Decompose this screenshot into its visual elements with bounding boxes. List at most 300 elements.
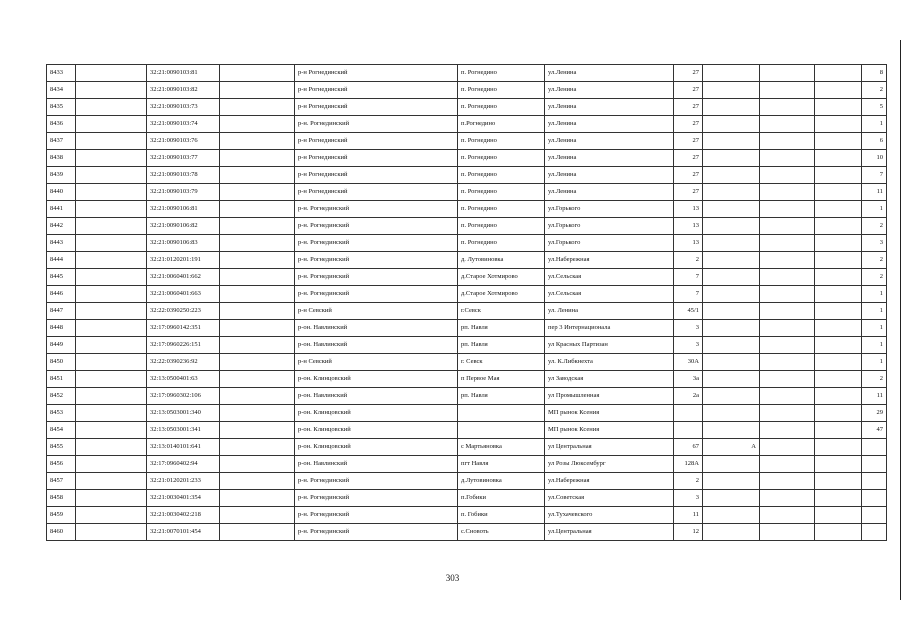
blank-cell xyxy=(760,388,815,405)
blank-cell xyxy=(760,116,815,133)
table-row xyxy=(47,167,887,184)
district-cell: р-н. Рогнединский xyxy=(295,507,458,524)
flat-number-cell: 6 xyxy=(862,133,887,150)
house-number-cell: 3 xyxy=(674,337,703,354)
registry-table xyxy=(46,64,887,541)
flat-number-cell: 5 xyxy=(862,99,887,116)
house-letter-cell xyxy=(703,99,760,116)
blank-cell xyxy=(76,507,147,524)
locality-cell: д.Старое Хотмирово xyxy=(458,269,545,286)
flat-number-cell: 1 xyxy=(862,337,887,354)
flat-number-cell: 2 xyxy=(862,269,887,286)
blank-cell xyxy=(760,269,815,286)
street-cell: ул.Ленина xyxy=(545,150,674,167)
house-letter-cell xyxy=(703,422,760,439)
district-cell: р-он. Клинцовский xyxy=(295,371,458,388)
blank-cell xyxy=(815,303,862,320)
street-cell: ул Центральная xyxy=(545,439,674,456)
locality-cell: п. Рогнедино xyxy=(458,99,545,116)
table-row xyxy=(47,303,887,320)
street-cell: ул.Центральная xyxy=(545,524,674,541)
cadastral-number-cell: 32:21:0060401:663 xyxy=(147,286,220,303)
locality-cell: с Мартьяновка xyxy=(458,439,545,456)
row-number-cell: 8452 xyxy=(47,388,76,405)
flat-number-cell: 8 xyxy=(862,65,887,82)
table-row xyxy=(47,99,887,116)
house-letter-cell xyxy=(703,473,760,490)
row-number-cell: 8455 xyxy=(47,439,76,456)
blank-cell xyxy=(220,184,295,201)
blank-cell xyxy=(220,286,295,303)
house-number-cell: 27 xyxy=(674,116,703,133)
house-number-cell: 45/1 xyxy=(674,303,703,320)
house-letter-cell xyxy=(703,524,760,541)
table-row xyxy=(47,218,887,235)
flat-number-cell xyxy=(862,490,887,507)
street-cell: ул.Ленина xyxy=(545,133,674,150)
street-cell: ул.Ленина xyxy=(545,65,674,82)
house-letter-cell xyxy=(703,235,760,252)
cadastral-number-cell: 32:22:0390236:92 xyxy=(147,354,220,371)
table-row xyxy=(47,456,887,473)
table-row xyxy=(47,65,887,82)
house-number-cell: 13 xyxy=(674,235,703,252)
street-cell: ул Промышленная xyxy=(545,388,674,405)
cadastral-number-cell: 32:21:0090103:81 xyxy=(147,65,220,82)
cadastral-number-cell: 32:21:0090103:76 xyxy=(147,133,220,150)
blank-cell xyxy=(815,354,862,371)
district-cell: р-н Рогнединский xyxy=(295,184,458,201)
street-cell: ул.Ленина xyxy=(545,167,674,184)
blank-cell xyxy=(815,456,862,473)
blank-cell xyxy=(220,116,295,133)
district-cell: р-он. Навлинский xyxy=(295,456,458,473)
locality-cell: д. Лутовиновка xyxy=(458,252,545,269)
locality-cell: д.Старое Хотмирово xyxy=(458,286,545,303)
table-row xyxy=(47,133,887,150)
street-cell: ул Красных Партизан xyxy=(545,337,674,354)
blank-cell xyxy=(760,439,815,456)
district-cell: р-н Рогнединский xyxy=(295,133,458,150)
blank-cell xyxy=(760,286,815,303)
table-row xyxy=(47,150,887,167)
blank-cell xyxy=(760,150,815,167)
house-letter-cell xyxy=(703,286,760,303)
row-number-cell: 8459 xyxy=(47,507,76,524)
blank-cell xyxy=(760,65,815,82)
flat-number-cell: 2 xyxy=(862,82,887,99)
blank-cell xyxy=(815,218,862,235)
house-letter-cell xyxy=(703,388,760,405)
blank-cell xyxy=(76,473,147,490)
house-number-cell: 11 xyxy=(674,507,703,524)
row-number-cell: 8448 xyxy=(47,320,76,337)
blank-cell xyxy=(220,252,295,269)
blank-cell xyxy=(220,456,295,473)
row-number-cell: 8453 xyxy=(47,405,76,422)
house-letter-cell xyxy=(703,507,760,524)
flat-number-cell: 1 xyxy=(862,116,887,133)
district-cell: р-н. Рогнединский xyxy=(295,235,458,252)
table-row xyxy=(47,82,887,99)
row-number-cell: 8438 xyxy=(47,150,76,167)
house-number-cell: 67 xyxy=(674,439,703,456)
blank-cell xyxy=(76,235,147,252)
district-cell: р-н. Рогнединский xyxy=(295,490,458,507)
blank-cell xyxy=(220,303,295,320)
table-row xyxy=(47,388,887,405)
page-edge-line xyxy=(900,40,901,600)
house-number-cell: 27 xyxy=(674,82,703,99)
table-row xyxy=(47,507,887,524)
house-letter-cell xyxy=(703,303,760,320)
district-cell: р-н Рогнединский xyxy=(295,167,458,184)
blank-cell xyxy=(815,150,862,167)
street-cell: ул.Сельская xyxy=(545,286,674,303)
flat-number-cell: 1 xyxy=(862,354,887,371)
blank-cell xyxy=(76,218,147,235)
blank-cell xyxy=(220,337,295,354)
row-number-cell: 8434 xyxy=(47,82,76,99)
cadastral-number-cell: 32:21:0120201:191 xyxy=(147,252,220,269)
house-number-cell: 3а xyxy=(674,371,703,388)
table-row xyxy=(47,490,887,507)
flat-number-cell: 1 xyxy=(862,303,887,320)
row-number-cell: 8451 xyxy=(47,371,76,388)
house-number-cell: 27 xyxy=(674,184,703,201)
blank-cell xyxy=(220,405,295,422)
flat-number-cell: 2 xyxy=(862,252,887,269)
street-cell: ул Розы Люксембург xyxy=(545,456,674,473)
blank-cell xyxy=(815,337,862,354)
blank-cell xyxy=(815,235,862,252)
cadastral-number-cell: 32:13:0500401:63 xyxy=(147,371,220,388)
blank-cell xyxy=(76,82,147,99)
district-cell: р-н. Рогнединский xyxy=(295,116,458,133)
blank-cell xyxy=(76,184,147,201)
district-cell: р-н. Рогнединский xyxy=(295,524,458,541)
blank-cell xyxy=(220,473,295,490)
district-cell: р-н. Рогнединский xyxy=(295,201,458,218)
house-number-cell: 27 xyxy=(674,150,703,167)
locality-cell: п. Рогнедино xyxy=(458,150,545,167)
locality-cell: п Первое Мая xyxy=(458,371,545,388)
blank-cell xyxy=(76,116,147,133)
flat-number-cell: 29 xyxy=(862,405,887,422)
flat-number-cell: 2 xyxy=(862,371,887,388)
page-number: 303 xyxy=(445,573,460,583)
blank-cell xyxy=(220,320,295,337)
row-number-cell: 8445 xyxy=(47,269,76,286)
district-cell: р-н Рогнединский xyxy=(295,99,458,116)
house-letter-cell xyxy=(703,337,760,354)
table-row xyxy=(47,286,887,303)
cadastral-number-cell: 32:17:0960226:151 xyxy=(147,337,220,354)
blank-cell xyxy=(220,150,295,167)
cadastral-number-cell: 32:13:0140101:641 xyxy=(147,439,220,456)
blank-cell xyxy=(815,388,862,405)
house-number-cell: 30А xyxy=(674,354,703,371)
table-row xyxy=(47,116,887,133)
table-row xyxy=(47,422,887,439)
row-number-cell: 8437 xyxy=(47,133,76,150)
flat-number-cell: 7 xyxy=(862,167,887,184)
cadastral-number-cell: 32:21:0090103:77 xyxy=(147,150,220,167)
blank-cell xyxy=(760,235,815,252)
blank-cell xyxy=(760,456,815,473)
flat-number-cell: 11 xyxy=(862,388,887,405)
house-number-cell: 2а xyxy=(674,388,703,405)
district-cell: р-он. Навлинский xyxy=(295,337,458,354)
row-number-cell: 8443 xyxy=(47,235,76,252)
house-letter-cell xyxy=(703,269,760,286)
blank-cell xyxy=(220,218,295,235)
flat-number-cell: 3 xyxy=(862,235,887,252)
blank-cell xyxy=(760,524,815,541)
blank-cell xyxy=(815,82,862,99)
table-row xyxy=(47,235,887,252)
house-number-cell: 13 xyxy=(674,218,703,235)
locality-cell: г. Севск xyxy=(458,354,545,371)
cadastral-number-cell: 32:22:0390250:223 xyxy=(147,303,220,320)
locality-cell: п. Рогнедино xyxy=(458,65,545,82)
locality-cell: г.Севск xyxy=(458,303,545,320)
house-letter-cell xyxy=(703,320,760,337)
house-number-cell: 27 xyxy=(674,99,703,116)
blank-cell xyxy=(76,167,147,184)
house-number-cell: 13 xyxy=(674,201,703,218)
blank-cell xyxy=(760,201,815,218)
blank-cell xyxy=(76,252,147,269)
street-cell: ул.Горького xyxy=(545,201,674,218)
blank-cell xyxy=(76,286,147,303)
locality-cell: п. Рогнедино xyxy=(458,218,545,235)
house-letter-cell xyxy=(703,167,760,184)
blank-cell xyxy=(220,490,295,507)
blank-cell xyxy=(760,405,815,422)
house-letter-cell xyxy=(703,456,760,473)
cadastral-number-cell: 32:21:0090103:79 xyxy=(147,184,220,201)
locality-cell: п. Рогнедино xyxy=(458,82,545,99)
house-letter-cell xyxy=(703,405,760,422)
street-cell: ул.Ленина xyxy=(545,116,674,133)
blank-cell xyxy=(220,354,295,371)
house-number-cell: 27 xyxy=(674,133,703,150)
blank-cell xyxy=(220,65,295,82)
flat-number-cell: 10 xyxy=(862,150,887,167)
blank-cell xyxy=(815,405,862,422)
street-cell: ул.Набережная xyxy=(545,473,674,490)
blank-cell xyxy=(76,320,147,337)
house-letter-cell xyxy=(703,201,760,218)
blank-cell xyxy=(815,269,862,286)
blank-cell xyxy=(76,269,147,286)
blank-cell xyxy=(815,252,862,269)
blank-cell xyxy=(220,388,295,405)
house-number-cell: 3 xyxy=(674,490,703,507)
blank-cell xyxy=(760,337,815,354)
row-number-cell: 8444 xyxy=(47,252,76,269)
house-letter-cell xyxy=(703,371,760,388)
district-cell: р-он. Клинцовский xyxy=(295,439,458,456)
locality-cell: п. Гобики xyxy=(458,507,545,524)
blank-cell xyxy=(760,320,815,337)
blank-cell xyxy=(76,490,147,507)
flat-number-cell: 1 xyxy=(862,286,887,303)
blank-cell xyxy=(220,133,295,150)
row-number-cell: 8441 xyxy=(47,201,76,218)
blank-cell xyxy=(76,388,147,405)
locality-cell: п. Рогнедино xyxy=(458,235,545,252)
blank-cell xyxy=(76,422,147,439)
street-cell: ул.Ленина xyxy=(545,82,674,99)
table-row xyxy=(47,405,887,422)
blank-cell xyxy=(220,524,295,541)
house-letter-cell xyxy=(703,150,760,167)
cadastral-number-cell: 32:21:0090103:78 xyxy=(147,167,220,184)
blank-cell xyxy=(815,524,862,541)
blank-cell xyxy=(815,184,862,201)
locality-cell: п. Рогнедино xyxy=(458,184,545,201)
blank-cell xyxy=(815,507,862,524)
district-cell: р-он. Навлинский xyxy=(295,320,458,337)
district-cell: р-н. Рогнединский xyxy=(295,286,458,303)
table-row xyxy=(47,269,887,286)
blank-cell xyxy=(76,337,147,354)
cadastral-number-cell: 32:21:0090103:82 xyxy=(147,82,220,99)
table-row xyxy=(47,371,887,388)
row-number-cell: 8457 xyxy=(47,473,76,490)
street-cell: ул. К.Либкнехта xyxy=(545,354,674,371)
blank-cell xyxy=(815,167,862,184)
house-letter-cell xyxy=(703,65,760,82)
blank-cell xyxy=(76,456,147,473)
flat-number-cell xyxy=(862,439,887,456)
blank-cell xyxy=(815,473,862,490)
blank-cell xyxy=(815,116,862,133)
locality-cell: рп. Навля xyxy=(458,320,545,337)
locality-cell: п. Рогнедино xyxy=(458,201,545,218)
cadastral-number-cell: 32:13:0503001:341 xyxy=(147,422,220,439)
blank-cell xyxy=(76,65,147,82)
district-cell: р-он. Клинцовский xyxy=(295,405,458,422)
locality-cell xyxy=(458,422,545,439)
blank-cell xyxy=(220,82,295,99)
row-number-cell: 8460 xyxy=(47,524,76,541)
blank-cell xyxy=(76,150,147,167)
house-letter-cell: А xyxy=(703,439,760,456)
flat-number-cell: 47 xyxy=(862,422,887,439)
cadastral-number-cell: 32:21:0030402:218 xyxy=(147,507,220,524)
blank-cell xyxy=(815,99,862,116)
cadastral-number-cell: 32:17:0960142:351 xyxy=(147,320,220,337)
blank-cell xyxy=(76,524,147,541)
house-number-cell xyxy=(674,405,703,422)
blank-cell xyxy=(220,167,295,184)
house-letter-cell xyxy=(703,133,760,150)
registry-table-body xyxy=(47,65,887,541)
district-cell: р-н Севский xyxy=(295,354,458,371)
blank-cell xyxy=(760,371,815,388)
cadastral-number-cell: 32:17:0960302:106 xyxy=(147,388,220,405)
house-letter-cell xyxy=(703,490,760,507)
row-number-cell: 8442 xyxy=(47,218,76,235)
flat-number-cell xyxy=(862,456,887,473)
street-cell: ул.Сельская xyxy=(545,269,674,286)
district-cell: р-н Рогнединский xyxy=(295,150,458,167)
blank-cell xyxy=(760,354,815,371)
table-row xyxy=(47,524,887,541)
blank-cell xyxy=(220,422,295,439)
blank-cell xyxy=(76,99,147,116)
house-letter-cell xyxy=(703,82,760,99)
locality-cell: с.Сновоть xyxy=(458,524,545,541)
blank-cell xyxy=(815,65,862,82)
blank-cell xyxy=(76,303,147,320)
blank-cell xyxy=(760,422,815,439)
cadastral-number-cell: 32:21:0030401:354 xyxy=(147,490,220,507)
blank-cell xyxy=(760,303,815,320)
blank-cell xyxy=(220,371,295,388)
cadastral-number-cell: 32:21:0090103:73 xyxy=(147,99,220,116)
blank-cell xyxy=(815,286,862,303)
street-cell: ул.Тухачевского xyxy=(545,507,674,524)
blank-cell xyxy=(760,99,815,116)
row-number-cell: 8449 xyxy=(47,337,76,354)
blank-cell xyxy=(760,133,815,150)
street-cell: ул.Ленина xyxy=(545,99,674,116)
table-row xyxy=(47,320,887,337)
blank-cell xyxy=(220,235,295,252)
locality-cell: пгт Навля xyxy=(458,456,545,473)
street-cell: МП рынок Ксения xyxy=(545,422,674,439)
blank-cell xyxy=(220,201,295,218)
house-number-cell: 7 xyxy=(674,269,703,286)
flat-number-cell xyxy=(862,507,887,524)
cadastral-number-cell: 32:21:0060401:662 xyxy=(147,269,220,286)
house-number-cell: 2 xyxy=(674,252,703,269)
blank-cell xyxy=(760,184,815,201)
blank-cell xyxy=(76,354,147,371)
row-number-cell: 8456 xyxy=(47,456,76,473)
house-number-cell: 7 xyxy=(674,286,703,303)
blank-cell xyxy=(76,405,147,422)
table-row xyxy=(47,439,887,456)
table-row xyxy=(47,201,887,218)
house-number-cell: 2 xyxy=(674,473,703,490)
street-cell: ул.Ленина xyxy=(545,184,674,201)
locality-cell: п.Рогнедино xyxy=(458,116,545,133)
cadastral-number-cell: 32:21:0090106:81 xyxy=(147,201,220,218)
street-cell: ул.Горького xyxy=(545,235,674,252)
house-letter-cell xyxy=(703,252,760,269)
blank-cell xyxy=(815,439,862,456)
blank-cell xyxy=(760,490,815,507)
flat-number-cell xyxy=(862,524,887,541)
row-number-cell: 8454 xyxy=(47,422,76,439)
row-number-cell: 8435 xyxy=(47,99,76,116)
row-number-cell: 8440 xyxy=(47,184,76,201)
locality-cell xyxy=(458,405,545,422)
blank-cell xyxy=(760,507,815,524)
locality-cell: п. Рогнедино xyxy=(458,167,545,184)
row-number-cell: 8450 xyxy=(47,354,76,371)
table-row xyxy=(47,337,887,354)
row-number-cell: 8436 xyxy=(47,116,76,133)
district-cell: р-н. Рогнединский xyxy=(295,269,458,286)
locality-cell: рп. Навля xyxy=(458,388,545,405)
house-number-cell: 27 xyxy=(674,167,703,184)
